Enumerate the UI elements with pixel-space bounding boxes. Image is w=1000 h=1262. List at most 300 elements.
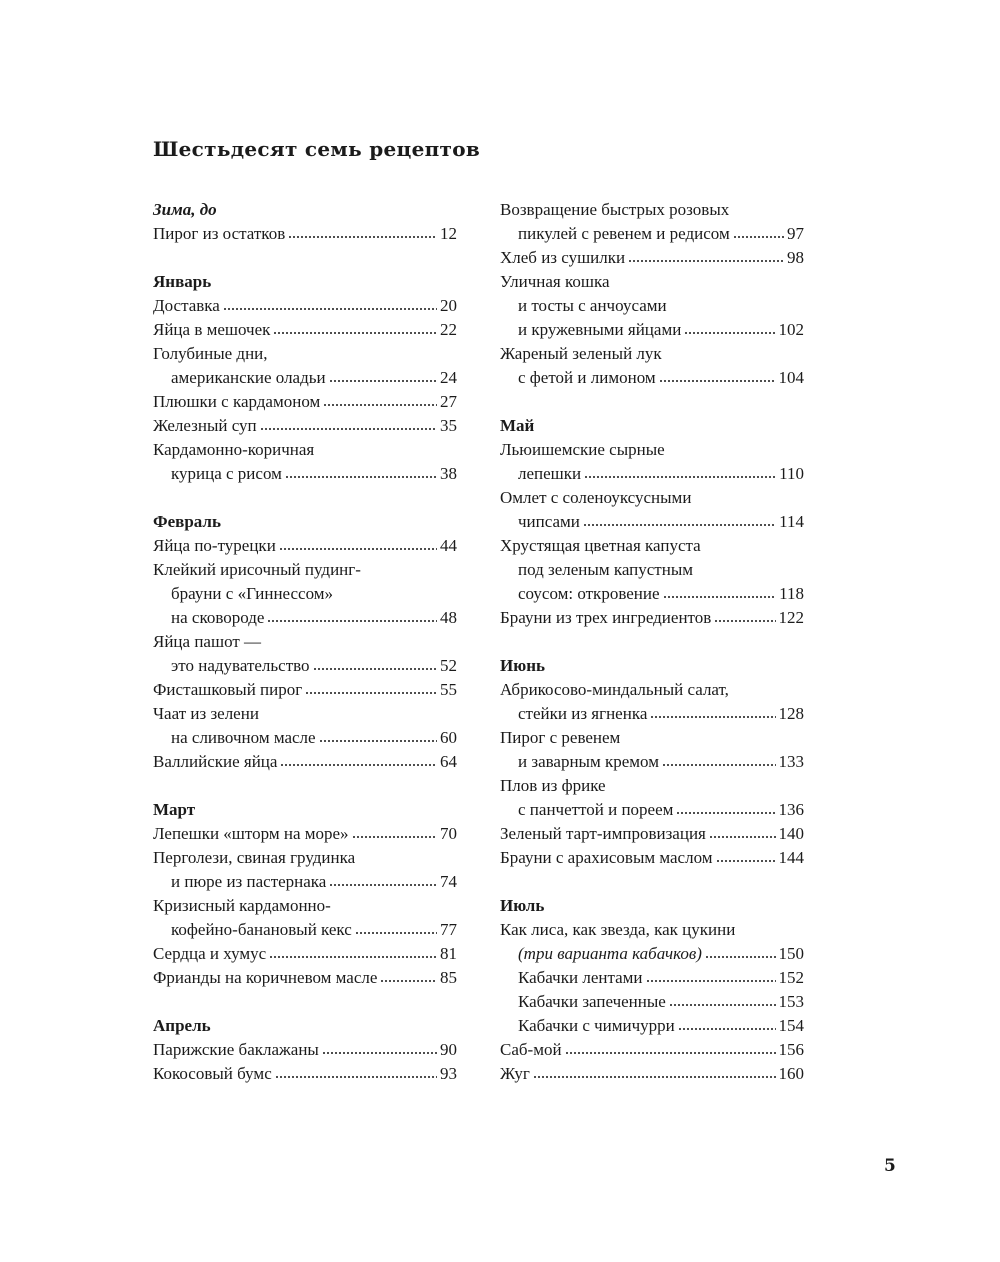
entry-title-part: Пирог с ревенем — [500, 728, 621, 747]
entry-title — [171, 606, 264, 630]
entry-line — [153, 678, 457, 702]
entry-title — [500, 678, 729, 702]
toc-section — [153, 1014, 457, 1086]
toc-section — [500, 198, 804, 390]
toc-entry[interactable] — [153, 942, 457, 966]
dot-leader — [676, 811, 775, 815]
entry-title-part: Хрустящая цветная капуста — [500, 536, 701, 555]
entry-line — [500, 774, 804, 798]
entry-title-part: Льюишемские сырные — [500, 440, 665, 459]
toc-entry[interactable] — [500, 726, 804, 774]
toc-section — [153, 270, 457, 486]
dot-leader — [322, 1051, 437, 1055]
entry-title — [518, 294, 667, 318]
entry-line — [153, 366, 457, 390]
entry-title — [518, 318, 681, 342]
entry-page-number: 144 — [778, 848, 804, 867]
toc-entry[interactable] — [500, 678, 804, 726]
toc-entry[interactable] — [153, 534, 457, 558]
dot-leader — [565, 1051, 776, 1055]
entry-title-part: Плюшки с кардамоном — [153, 392, 321, 411]
dot-leader — [663, 595, 777, 599]
entry-page-number: 128 — [778, 704, 804, 723]
entry-page-number: 90 — [440, 1040, 457, 1059]
entry-title — [518, 966, 643, 990]
entry-title-part: Жуг — [500, 1064, 530, 1083]
entry-line — [500, 270, 804, 294]
entry-title-part: Чаат из зелени — [153, 704, 259, 723]
entry-line — [153, 630, 457, 654]
entry-line — [500, 342, 804, 366]
entry-page-number: 152 — [778, 968, 804, 987]
dot-leader — [355, 931, 437, 935]
entry-title — [153, 1038, 319, 1062]
entry-title-part: Яйца в мешочек — [153, 320, 271, 339]
entry-line — [500, 822, 804, 846]
entry-line — [500, 726, 804, 750]
entry-title — [500, 1062, 530, 1086]
toc-entry[interactable] — [500, 1014, 804, 1038]
entry-title — [171, 462, 282, 486]
entry-title-part: Пирог из остатков — [153, 224, 286, 243]
entry-page-number: 12 — [440, 224, 457, 243]
entry-page-number: 160 — [778, 1064, 804, 1083]
entry-title-part: Кабачки запеченные — [518, 992, 666, 1011]
entry-page-number: 136 — [778, 800, 804, 819]
dot-leader — [650, 715, 775, 719]
entry-title — [518, 990, 666, 1014]
toc-entry[interactable] — [500, 1038, 804, 1062]
entry-title-part: Кризисный кардамонно- — [153, 896, 331, 915]
dot-leader — [285, 475, 437, 479]
section-title: Июль — [500, 896, 545, 915]
entry-title-part: Лепешки «шторм на море» — [153, 824, 349, 843]
entry-title — [153, 750, 277, 774]
toc-section — [500, 414, 804, 630]
entry-title-part: и кружевными яйцами — [518, 320, 682, 339]
toc-entry[interactable] — [500, 918, 804, 966]
dot-leader — [659, 379, 776, 383]
toc-entry[interactable] — [153, 342, 457, 390]
entry-title — [500, 438, 665, 462]
entry-title-part: и пюре из пастернака — [171, 872, 327, 891]
entry-title — [171, 654, 310, 678]
entry-line — [153, 414, 457, 438]
toc-entry[interactable] — [153, 1038, 457, 1062]
toc-entry[interactable] — [500, 486, 804, 534]
entry-page-number: 153 — [778, 992, 804, 1011]
entry-line — [500, 846, 804, 870]
entry-title-part: Перголези, свиная грудинка — [153, 848, 356, 867]
entry-title-part: с панчеттой и пореем — [518, 800, 674, 819]
entry-page-number: 133 — [778, 752, 804, 771]
section-title: Зима, до — [153, 200, 217, 219]
toc-entry[interactable] — [500, 1062, 804, 1086]
entry-title-part: Сердца и хумус — [153, 944, 267, 963]
entry-line — [153, 822, 457, 846]
entry-title-part: брауни с «Гиннессом» — [171, 584, 334, 603]
toc-section — [500, 654, 804, 870]
toc-entry[interactable] — [500, 342, 804, 390]
dot-leader — [269, 955, 437, 959]
section-title: Февраль — [153, 512, 221, 531]
toc-entry[interactable] — [153, 678, 457, 702]
entry-page-number: 22 — [440, 320, 457, 339]
entry-title — [518, 462, 581, 486]
section-title: Апрель — [153, 1016, 211, 1035]
toc-entry[interactable] — [500, 438, 804, 486]
dot-leader — [646, 979, 776, 983]
entry-title-part: Саб-мой — [500, 1040, 562, 1059]
entry-line — [500, 462, 804, 486]
entry-line — [153, 606, 457, 630]
entry-page-number: 24 — [440, 368, 457, 387]
entry-title-part: Возвращение быстрых розовых — [500, 200, 730, 219]
entry-title — [153, 894, 331, 918]
entry-line — [153, 750, 457, 774]
entry-line — [500, 702, 804, 726]
entry-title-part: лепешки — [518, 464, 582, 483]
toc-entry[interactable] — [500, 606, 804, 630]
entry-title — [153, 534, 276, 558]
entry-title — [153, 678, 302, 702]
entry-title — [153, 558, 361, 582]
section-title: Март — [153, 800, 196, 819]
entry-title — [153, 222, 285, 246]
entry-page-number: 52 — [440, 656, 457, 675]
entry-title-part: под зеленым капустным — [518, 560, 693, 579]
entry-page-number: 114 — [779, 512, 804, 531]
entry-page-number: 122 — [778, 608, 804, 627]
entry-title-part: Уличная кошка — [500, 272, 610, 291]
toc-entry[interactable] — [153, 846, 457, 894]
entry-line — [153, 702, 457, 726]
entry-line — [153, 966, 457, 990]
entry-title — [518, 222, 730, 246]
entry-line — [500, 750, 804, 774]
toc-section — [153, 798, 457, 990]
entry-line — [500, 534, 804, 558]
entry-title-part: Брауни из трех ингредиентов — [500, 608, 712, 627]
entry-line — [153, 1038, 457, 1062]
entry-line — [500, 246, 804, 270]
entry-title — [153, 342, 268, 366]
entry-line — [153, 942, 457, 966]
entry-title — [153, 294, 220, 318]
page-title: Шестьдесят семь рецептов — [153, 137, 481, 161]
dot-leader — [279, 547, 437, 551]
toc-entry[interactable] — [153, 318, 457, 342]
dot-leader — [260, 427, 437, 431]
entry-title — [153, 438, 314, 462]
entry-title-part: Железный суп — [153, 416, 257, 435]
entry-title — [500, 726, 620, 750]
toc-entry[interactable] — [500, 990, 804, 1014]
dot-leader — [319, 739, 437, 743]
entry-title-part: Яйца пашот — — [153, 632, 262, 651]
entry-page-number: 104 — [778, 368, 804, 387]
entry-title-part: кофейно-банановый кекс — [171, 920, 352, 939]
entry-page-number: 156 — [778, 1040, 804, 1059]
dot-leader — [352, 835, 437, 839]
toc-entry[interactable] — [500, 246, 804, 270]
entry-page-number: 150 — [778, 944, 804, 963]
entry-line — [500, 678, 804, 702]
entry-line — [153, 390, 457, 414]
dot-leader — [583, 523, 776, 527]
entry-title — [153, 846, 355, 870]
entry-line — [153, 654, 457, 678]
dot-leader — [288, 235, 437, 239]
entry-line — [500, 294, 804, 318]
toc-entry[interactable] — [500, 774, 804, 822]
toc-column-left — [153, 198, 457, 1110]
entry-title-part: и заварным кремом — [518, 752, 659, 771]
entry-title-part: Брауни с арахисовым маслом — [500, 848, 713, 867]
toc-column-right — [500, 198, 804, 1110]
entry-title-part: Жареный зеленый лук — [500, 344, 662, 363]
entry-title — [153, 390, 320, 414]
entry-page-number: 48 — [440, 608, 457, 627]
entry-title — [500, 774, 606, 798]
toc-entry[interactable] — [500, 822, 804, 846]
entry-title-part: пикулей с ревенем и редисом — [518, 224, 730, 243]
dot-leader — [684, 331, 775, 335]
entry-title-part: Зеленый тарт-импровизация — [500, 824, 706, 843]
entry-title-part: на сковороде — [171, 608, 265, 627]
dot-leader — [223, 307, 437, 311]
entry-page-number: 93 — [440, 1064, 457, 1083]
entry-title — [518, 558, 693, 582]
toc-entry[interactable] — [153, 294, 457, 318]
entry-title — [518, 702, 647, 726]
entry-title — [518, 1014, 675, 1038]
entry-title-part: с фетой и лимоном — [518, 368, 656, 387]
entry-line — [153, 438, 457, 462]
entry-title — [153, 966, 377, 990]
dot-leader — [678, 1027, 776, 1031]
entry-title-part: стейки из ягненка — [518, 704, 648, 723]
entry-line — [500, 606, 804, 630]
dot-leader — [267, 619, 437, 623]
entry-line — [153, 582, 457, 606]
entry-line — [153, 294, 457, 318]
entry-line — [500, 558, 804, 582]
toc-section — [153, 198, 457, 246]
entry-line — [153, 318, 457, 342]
entry-title — [171, 918, 352, 942]
toc-entry[interactable] — [500, 198, 804, 246]
entry-title — [518, 510, 580, 534]
entry-title-part: Плов из фрике — [500, 776, 606, 795]
entry-line — [153, 846, 457, 870]
entry-line — [500, 1014, 804, 1038]
entry-line — [153, 870, 457, 894]
entry-title — [153, 1062, 272, 1086]
section-title: Январь — [153, 272, 212, 291]
entry-line — [153, 918, 457, 942]
entry-line — [500, 966, 804, 990]
entry-title — [153, 702, 259, 726]
entry-line — [153, 726, 457, 750]
dot-leader — [669, 1003, 776, 1007]
dot-leader — [313, 667, 437, 671]
dot-leader — [714, 619, 775, 623]
toc-entry[interactable] — [153, 222, 457, 246]
toc-entry[interactable] — [153, 750, 457, 774]
entry-title-part: Кабачки с чимичурри — [518, 1016, 675, 1035]
entry-line — [500, 942, 804, 966]
entry-title-part: Кокосовый бумс — [153, 1064, 272, 1083]
entry-title-part: и тосты с анчоусами — [518, 296, 667, 315]
entry-line — [500, 198, 804, 222]
toc-entry[interactable] — [153, 438, 457, 486]
entry-title — [500, 342, 662, 366]
entry-title — [500, 822, 706, 846]
entry-title-part: Как лиса, как звезда, как цукини — [500, 920, 736, 939]
entry-title-part: Валлийские яйца — [153, 752, 278, 771]
entry-page-number: 110 — [779, 464, 804, 483]
dot-leader — [329, 883, 437, 887]
toc-entry[interactable] — [153, 966, 457, 990]
dot-leader — [305, 691, 437, 695]
entry-page-number: 81 — [440, 944, 457, 963]
toc-entry[interactable] — [153, 558, 457, 630]
entry-page-number: 77 — [440, 920, 457, 939]
entry-page-number: 140 — [778, 824, 804, 843]
toc-entry[interactable] — [153, 822, 457, 846]
entry-title — [500, 198, 729, 222]
entry-title — [171, 726, 316, 750]
entry-page-number: 102 — [778, 320, 804, 339]
entry-title-part: Фисташковый пирог — [153, 680, 303, 699]
toc-entry[interactable] — [500, 966, 804, 990]
dot-leader — [275, 1075, 437, 1079]
entry-title-part: на сливочном масле — [171, 728, 316, 747]
entry-title-part: американские оладьи — [171, 368, 326, 387]
entry-page-number: 20 — [440, 296, 457, 315]
entry-line — [500, 222, 804, 246]
dot-leader — [273, 331, 437, 335]
entry-line — [500, 1062, 804, 1086]
toc-section — [153, 510, 457, 774]
entry-line — [500, 798, 804, 822]
entry-title-part: Абрикосово-миндальный салат, — [500, 680, 729, 699]
toc-entry[interactable] — [500, 846, 804, 870]
dot-leader — [323, 403, 437, 407]
entry-line — [500, 510, 804, 534]
toc-entry[interactable] — [153, 702, 457, 750]
toc-entry[interactable] — [153, 630, 457, 678]
section-title: Май — [500, 416, 535, 435]
entry-page-number: 60 — [440, 728, 457, 747]
dot-leader — [329, 379, 437, 383]
section-title: Июнь — [500, 656, 545, 675]
entry-title — [171, 582, 333, 606]
entry-title — [153, 318, 270, 342]
entry-line — [500, 582, 804, 606]
toc-entry[interactable] — [153, 414, 457, 438]
entry-title-part: Фрианды на коричневом масле — [153, 968, 378, 987]
entry-title — [500, 1038, 562, 1062]
entry-title-part: Омлет с соленоуксусными — [500, 488, 692, 507]
toc-entry[interactable] — [500, 270, 804, 342]
entry-title — [171, 870, 326, 894]
entry-title-part: Доставка — [153, 296, 220, 315]
entry-title-part: курица с рисом — [171, 464, 282, 483]
entry-title — [153, 942, 266, 966]
entry-title-part: Парижские баклажаны — [153, 1040, 319, 1059]
entry-title — [518, 582, 660, 606]
entry-title-part: Хлеб из сушилки — [500, 248, 626, 267]
entry-line — [153, 342, 457, 366]
entry-line — [153, 1062, 457, 1086]
entry-page-number: 64 — [440, 752, 457, 771]
entry-line — [153, 558, 457, 582]
dot-leader — [709, 835, 776, 839]
entry-title — [500, 270, 610, 294]
entry-title-part: это надувательство — [171, 656, 310, 675]
entry-title — [518, 798, 673, 822]
entry-page-number: 44 — [440, 536, 457, 555]
toc-entry[interactable] — [153, 894, 457, 942]
entry-title-part: Кабачки лентами — [518, 968, 643, 987]
entry-title-part: чипсами — [518, 512, 580, 531]
dot-leader — [584, 475, 776, 479]
entry-page-number: 38 — [440, 464, 457, 483]
entry-line — [500, 438, 804, 462]
toc-entry[interactable] — [153, 390, 457, 414]
dot-leader — [733, 235, 784, 239]
entry-title-part: Голубиные дни, — [153, 344, 268, 363]
entry-title — [500, 606, 711, 630]
dot-leader — [716, 859, 776, 863]
entry-title — [518, 942, 702, 966]
dot-leader — [628, 259, 784, 263]
entry-page-number: 35 — [440, 416, 457, 435]
entry-page-number: 70 — [440, 824, 457, 843]
entry-title-part: Яйца по-турецки — [153, 536, 276, 555]
dot-leader — [280, 763, 437, 767]
entry-line — [500, 318, 804, 342]
entry-line — [153, 534, 457, 558]
entry-page-number: 97 — [787, 224, 804, 243]
entry-title-part: Кардамонно-коричная — [153, 440, 315, 459]
dot-leader — [662, 763, 776, 767]
entry-page-number: 154 — [778, 1016, 804, 1035]
entry-title — [518, 750, 659, 774]
entry-title — [153, 414, 257, 438]
dot-leader — [533, 1075, 776, 1079]
toc-entry[interactable] — [500, 534, 804, 606]
entry-title — [153, 822, 349, 846]
entry-title — [518, 366, 656, 390]
entry-line — [500, 486, 804, 510]
toc-section — [500, 894, 804, 1086]
entry-line — [500, 990, 804, 1014]
entry-page-number: 74 — [440, 872, 457, 891]
entry-page-number: 27 — [440, 392, 457, 411]
entry-title — [500, 846, 713, 870]
entry-title-part: соусом: откровение — [518, 584, 660, 603]
toc-entry[interactable] — [153, 1062, 457, 1086]
dot-leader — [380, 979, 437, 983]
entry-title — [153, 630, 261, 654]
entry-title — [500, 246, 625, 270]
entry-line — [500, 1038, 804, 1062]
entry-title — [500, 918, 735, 942]
entry-page-number: 98 — [787, 248, 804, 267]
